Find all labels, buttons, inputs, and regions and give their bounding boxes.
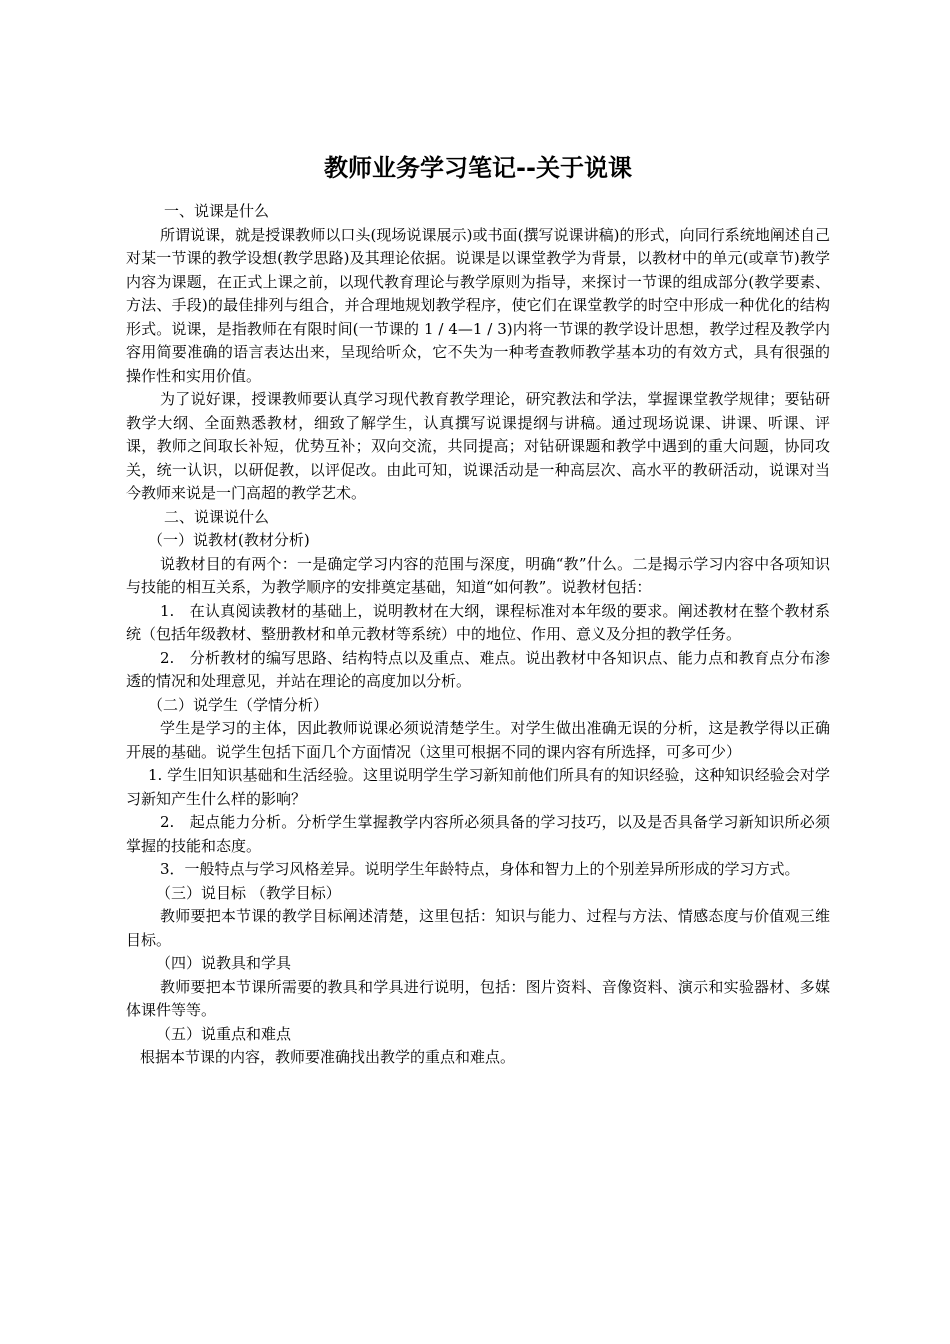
body-paragraph: 为了说好课，授课教师要认真学习现代教育教学理论，研究教法和学法，掌握课堂教学规律；要钻研教学大纲、全面熟悉教材，细致了解学生，认真撰写说课提纲与讲稿。通过现场说课、讲课、听课、评课，教师之间取长补短，优势互补；双向交流，共同提高；对钻研课题和教学中遇到的重大问题，协同攻关，统一认识，以研促教，以评促改。由此可知，说课活动是一种高层次、高水平的教研活动，说课对当今教师来说是一门高超的教学艺术。 xyxy=(126,390,830,502)
section-heading-2: 二、说课说什么 xyxy=(164,507,270,526)
body-paragraph: 所谓说课，就是授课教师以口头(现场说课展示)或书面(撰写说课讲稿)的形式，向同行系统地阐述自己对某一节课的教学设想(教学思路)及其理论依据。说课是以课堂教学为背景，以教材中的单元(或章节)教学内容为课题，在正式上课之前，以现代教育理论与教学原则为指导，来探讨一节课的组成部分(教学要素、方法、手段)的最佳排列与组合，并合理地规划教学程序，使它们在课堂教学的时空中形成一种优化的结构形式。说课，是指教师在有限时间(一节课的 1 / 4—1 / 3)内将一节课的教学设计思想，教学过程及教学内容用简要准确的语言表达出来，呈现给听众，它不失为一种考查教师教学基本功的有效方式，具有很强的操作性和实用价值。 xyxy=(126,225,830,385)
subsection-heading-students: （二）说学生（学情分析） xyxy=(148,695,329,714)
body-paragraph: 说教材目的有两个：一是确定学习内容的范围与深度，明确“教”什么。二是揭示学习内容中各项知识与技能的相互关系，为教学顺序的安排奠定基础，知道“如何教”。说教材包括： xyxy=(126,554,830,596)
subsection-heading-objectives: （三）说目标 （教学目标） xyxy=(156,883,341,902)
subsection-heading-teaching-aids: （四）说教具和学具 xyxy=(156,954,292,972)
body-paragraph: 根据本节课的内容，教师要准确找出教学的重点和难点。 xyxy=(140,1048,516,1066)
subsection-heading-textbook: （一）说教材(教材分析) xyxy=(148,531,310,549)
body-paragraph: 教师要把本节课所需要的教具和学具进行说明，包括：图片资料、音像资料、演示和实验器材、多媒体课件等等。 xyxy=(126,977,830,1019)
list-item: 1. 学生旧知识基础和生活经验。这里说明学生学习新知前他们所具有的知识经验，这种知识经验会对学习新知产生什么样的影响？ xyxy=(126,766,830,808)
body-paragraph: 教师要把本节课的教学目标阐述清楚，这里包括：知识与能力、过程与方法、情感态度与价值观三维目标。 xyxy=(126,907,830,949)
list-item: 3．一般特点与学习风格差异。说明学生年龄特点，身体和智力上的个别差异所形成的学习方式。 xyxy=(160,860,800,878)
section-heading-1: 一、说课是什么 xyxy=(164,202,270,220)
list-item: 2. 起点能力分析。分析学生掌握教学内容所必须具备的学习技巧，以及是否具备学习新知识所必须掌握的技能和态度。 xyxy=(126,813,830,855)
document-title: 教师业务学习笔记--关于说课 xyxy=(324,154,632,182)
subsection-heading-key-points: （五）说重点和难点 xyxy=(156,1024,292,1043)
list-item: 2. 分析教材的编写思路、结构特点以及重点、难点。说出教材中各知识点、能力点和教育点分布渗透的情况和处理意见，并站在理论的高度加以分析。 xyxy=(126,648,830,690)
body-paragraph: 学生是学习的主体，因此教师说课必须说清楚学生。对学生做出准确无误的分析，这是教学得以正确开展的基础。说学生包括下面几个方面情况（这里可根据不同的课内容有所选择，可多可少） xyxy=(126,719,830,761)
list-item: 1. 在认真阅读教材的基础上，说明教材在大纲，课程标准对本年级的要求。阐述教材在整个教材系统（包括年级教材、整册教材和单元教材等系统）中的地位、作用、意义及分担的教学任务。 xyxy=(126,601,830,643)
